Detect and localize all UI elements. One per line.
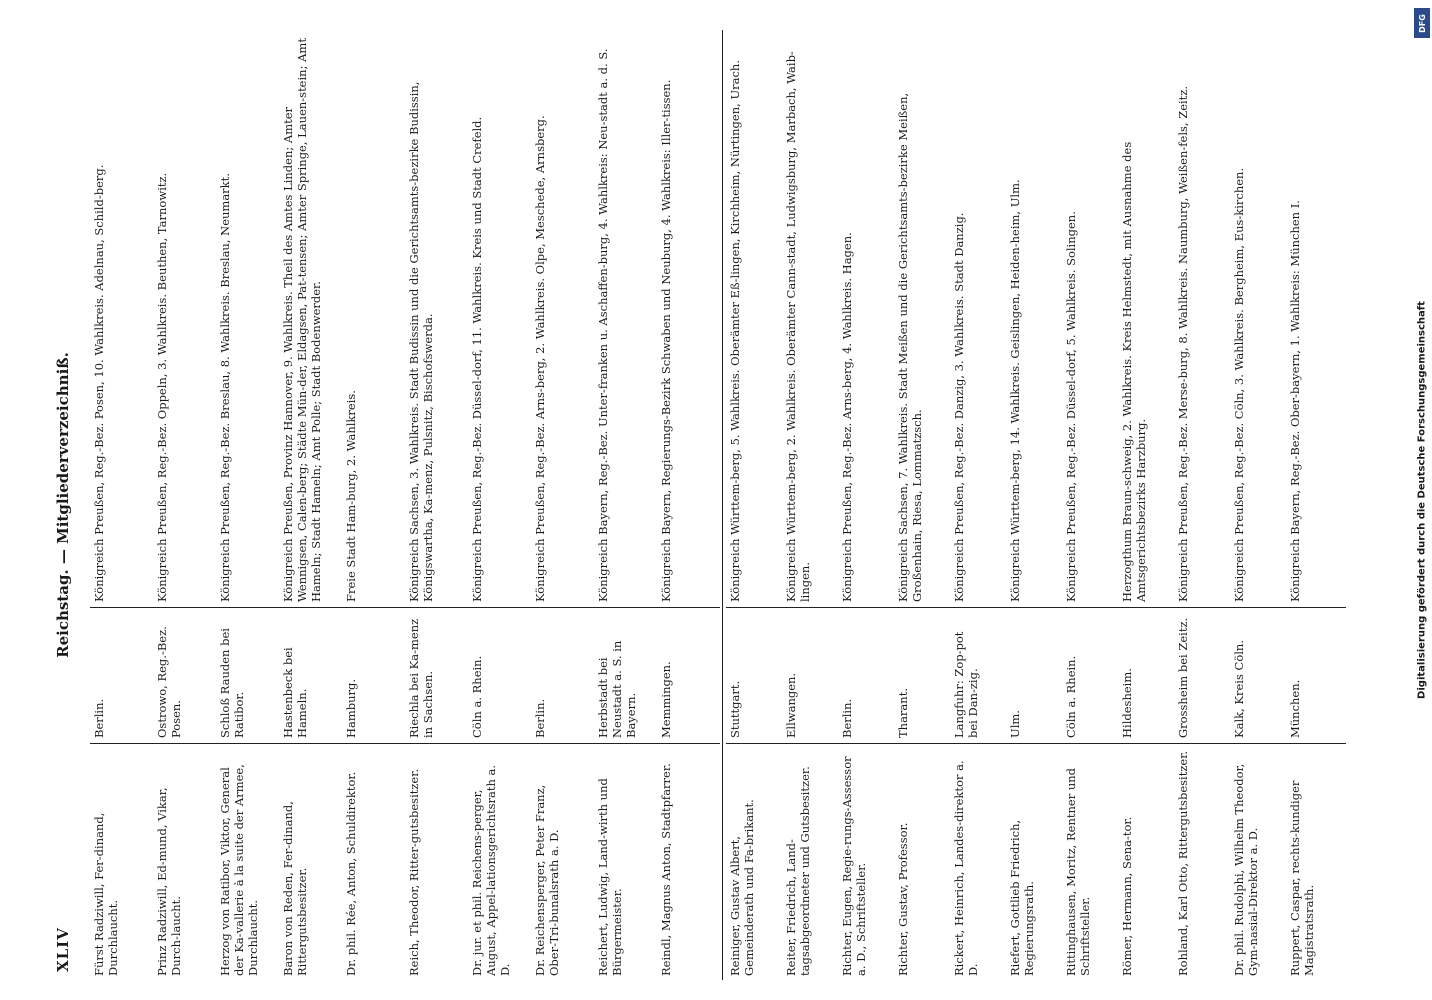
member-name: Reiter, Friedrich, Land-tagsabgeordneter und Gutsbesitzer.	[784, 766, 812, 976]
member-residence: Cöln a. Rhein.	[470, 655, 484, 738]
member-row	[531, 30, 589, 980]
member-name: Dr. phil. Rée, Anton, Schuldirektor.	[344, 771, 358, 976]
member-constituency: Königreich Preußen, Reg.-Bez. Arns-berg, 4. Wahlkreis. Hagen.	[840, 232, 854, 602]
member-residence: Schloß Rauden bei Ratibor.	[218, 628, 246, 738]
member-constituency: Königreich Württem-berg, 2. Wahlkreis. Oberämter Cann-stadt, Ludwigsburg, Marbach, Waib-lingen.	[784, 51, 812, 602]
member-constituency: Königreich Preußen, Reg.-Bez. Düssel-dorf, 5. Wahlkreis. Solingen.	[1064, 211, 1078, 602]
member-row	[1286, 30, 1338, 980]
member-name: Riefert, Gottlieb Friedrich, Regierungsrath.	[1008, 819, 1036, 976]
running-title: Reichstag. — Mitgliederverzeichniß.	[54, 352, 72, 658]
member-name: Reindl, Magnus Anton, Stadtpfarrer.	[659, 763, 673, 976]
member-constituency: Königreich Bayern, Reg.-Bez. Unter-franken u. Aschaffen-burg, 4. Wahlkreis: Neu-stadt a. d. S.	[596, 48, 610, 602]
member-residence: München.	[1288, 679, 1302, 738]
member-residence: Hamburg.	[344, 678, 358, 738]
digitization-note	[1414, 40, 1430, 960]
member-constituency: Königreich Preußen, Reg.-Bez. Oppeln, 3. Wahlkreis. Beuthen, Tarnowitz.	[155, 172, 169, 602]
member-constituency: Königreich Preußen, Reg.-Bez. Posen, 10. Wahlkreis. Adelnau, Schild-berg.	[92, 164, 106, 602]
member-residence: Tharant.	[896, 688, 910, 738]
member-name: Richter, Eugen, Regie-rungs-Assessor a. D., Schriftsteller.	[840, 756, 868, 976]
member-constituency: Königreich Bayern, Reg.-Bez. Ober-bayern, 1. Wahlkreis: München I.	[1288, 200, 1302, 602]
member-name: Ruppert, Caspar, rechts-kundiger Magistratsrath.	[1288, 780, 1316, 976]
member-residence: Riechla bei Ka-menz in Sachsen.	[407, 618, 435, 738]
digitization-note-text: Digitalisierung gefördert durch die Deutsche Forschungsgemeinschaft	[1416, 301, 1428, 699]
member-constituency: Königreich Preußen, Provinz Hannover, 9. Wahlkreis. Theil des Amtes Linden; Amter Wennigsen, Calen-berg; Städte Mün-der, Eldagsen, Pat-tensen; Amter Springe, Lauen-stein; Amt Hameln; Stadt Hameln; Amt Polle; Stadt Bodenwerder.	[281, 38, 323, 602]
member-residence: Herbstadt bei Neustadt a. S. in Bayern.	[596, 640, 638, 738]
member-residence: Ulm.	[1008, 710, 1022, 738]
member-row	[216, 30, 274, 980]
member-row	[405, 30, 463, 980]
page-header	[50, 30, 82, 980]
member-name: Fürst Radziwill, Fer-dinand, Durchlaucht.	[92, 812, 120, 976]
member-name: Baron von Reden, Fer-dinand, Rittergutsbesitzer.	[281, 801, 309, 976]
member-name: Rohland, Karl Otto, Rittergutsbesitzer.	[1176, 750, 1190, 976]
member-residence: Grossheim bei Zeitz.	[1176, 617, 1190, 738]
member-residence: Berlin.	[533, 698, 547, 738]
member-row	[1062, 30, 1114, 980]
member-row	[468, 30, 526, 980]
table-divider	[722, 30, 723, 980]
member-name: Römer, Hermann, Sena-tor.	[1120, 816, 1134, 976]
member-constituency: Königreich Bayern, Regierungs-Bezirk Schwaben und Neuburg, 4. Wahlkreis: Iller-tissen.	[659, 79, 673, 602]
member-residence: Langfuhr: Zop-pot bei Dan-zig.	[952, 631, 980, 738]
member-row	[342, 30, 400, 980]
member-row	[1006, 30, 1058, 980]
member-row	[1118, 30, 1170, 980]
member-row	[894, 30, 946, 980]
member-constituency: Königreich Preußen, Reg.-Bez. Düssel-dorf, 11. Wahlkreis. Kreis und Stadt Crefeld.	[470, 116, 484, 602]
member-name: Rittinghausen, Moritz, Rentner und Schriftsteller.	[1064, 767, 1092, 976]
member-residence: Memmingen.	[659, 661, 673, 738]
member-row	[1174, 30, 1226, 980]
member-row	[1230, 30, 1282, 980]
member-residence: Cöln a. Rhein.	[1064, 655, 1078, 738]
member-residence: Berlin.	[92, 698, 106, 738]
member-constituency: Königreich Preußen, Reg.-Bez. Arns-berg, 2. Wahlkreis. Olpe, Meschede, Arnsberg.	[533, 115, 547, 602]
member-row	[950, 30, 1002, 980]
member-constituency: Königreich Preußen, Reg.-Bez. Cöln, 3. Wahlkreis. Bergheim, Eus-kirchen.	[1232, 167, 1246, 602]
member-constituency: Königreich Württem-berg, 5. Wahlkreis. Oberämter Eß-lingen, Kirchheim, Nürtingen, Urach.	[728, 60, 742, 602]
member-name: Dr. Reichensperger, Peter Franz, Ober-Tri-bunalsrath a. D.	[533, 784, 561, 976]
member-residence: Ellwangen.	[784, 672, 798, 738]
member-constituency: Herzogthum Braun-schweig, 2. Wahlkreis. Kreis Helmstedt, mit Ausnahme des Amtsgerichtsbezirks Harzburg.	[1120, 141, 1148, 602]
rotated-page	[50, 30, 1350, 980]
member-residence: Ostrowo, Reg.-Bez. Posen.	[155, 626, 183, 738]
dfg-logo	[1414, 8, 1430, 38]
member-name: Prinz Radziwill, Ed-mund, Vikar, Durch-laucht.	[155, 787, 183, 976]
member-constituency: Königreich Preußen, Reg.-Bez. Merse-burg, 8. Wahlkreis. Naumburg, Weißen-fels, Zeitz.	[1176, 85, 1190, 602]
member-residence: Kalk, Kreis Cöln.	[1232, 640, 1246, 738]
member-name: Richter, Gustav, Professor.	[896, 822, 910, 976]
member-constituency: Königreich Sachsen, 3. Wahlkreis. Stadt Budissin und die Gerichtsamts-bezirke Budissin, Königswartha, Ka-menz, Pulsnitz, Bischofswerda.	[407, 81, 435, 602]
member-name: Reiniger, Gustav Albert, Gemeinderath und Fa-brikant.	[728, 799, 756, 976]
member-row	[153, 30, 211, 980]
member-row	[90, 30, 148, 980]
member-table-left	[90, 30, 720, 980]
member-constituency: Königreich Preußen, Reg.-Bez. Danzig, 3. Wahlkreis. Stadt Danzig.	[952, 212, 966, 602]
member-residence: Hildesheim.	[1120, 668, 1134, 738]
member-row	[838, 30, 890, 980]
page-number: XLIV	[54, 927, 72, 972]
member-constituency: Königreich Württem-berg, 14. Wahlkreis. Geislingen, Heiden-heim, Ulm.	[1008, 179, 1022, 602]
member-row	[726, 30, 778, 980]
member-row	[782, 30, 834, 980]
member-residence: Berlin.	[840, 698, 854, 738]
member-residence: Hastenbeck bei Hameln.	[281, 647, 309, 738]
member-name: Herzog von Ratibor, Viktor, General der Ka-vallerie à la suite der Armee, Durchlaucht.	[218, 764, 260, 976]
dfg-logo-text: DFG	[1417, 13, 1427, 33]
member-row	[279, 30, 337, 980]
member-constituency: Freie Stadt Ham-burg, 2. Wahlkreis.	[344, 390, 358, 602]
member-name: Dr. jur. et phil. Reichens-perger, August, Appel-lationsgerichtsrath a. D.	[470, 764, 512, 976]
member-name: Rickert, Heinrich, Landes-direktor a. D.	[952, 760, 980, 976]
member-constituency: Königreich Preußen, Reg.-Bez. Breslau, 8. Wahlkreis. Breslau, Neumarkt.	[218, 173, 232, 602]
member-name: Reich, Theodor, Ritter-gutsbesitzer.	[407, 768, 421, 976]
member-constituency: Königreich Sachsen, 7. Wahlkreis. Stadt Meißen und die Gerichtsamts-bezirke Meißen, Großenhain, Riesa, Lommatzsch.	[896, 92, 924, 602]
member-name: Reichert, Ludwig, Land-wirth und Bürgermeister.	[596, 778, 624, 976]
member-table-right	[726, 30, 1356, 980]
member-row	[657, 30, 715, 980]
member-row	[594, 30, 652, 980]
member-residence: Stuttgart.	[728, 680, 742, 738]
member-name: Dr. phil. Rudolphi, Wilhelm Theodor, Gym-nasial-Direktor a. D.	[1232, 763, 1260, 976]
